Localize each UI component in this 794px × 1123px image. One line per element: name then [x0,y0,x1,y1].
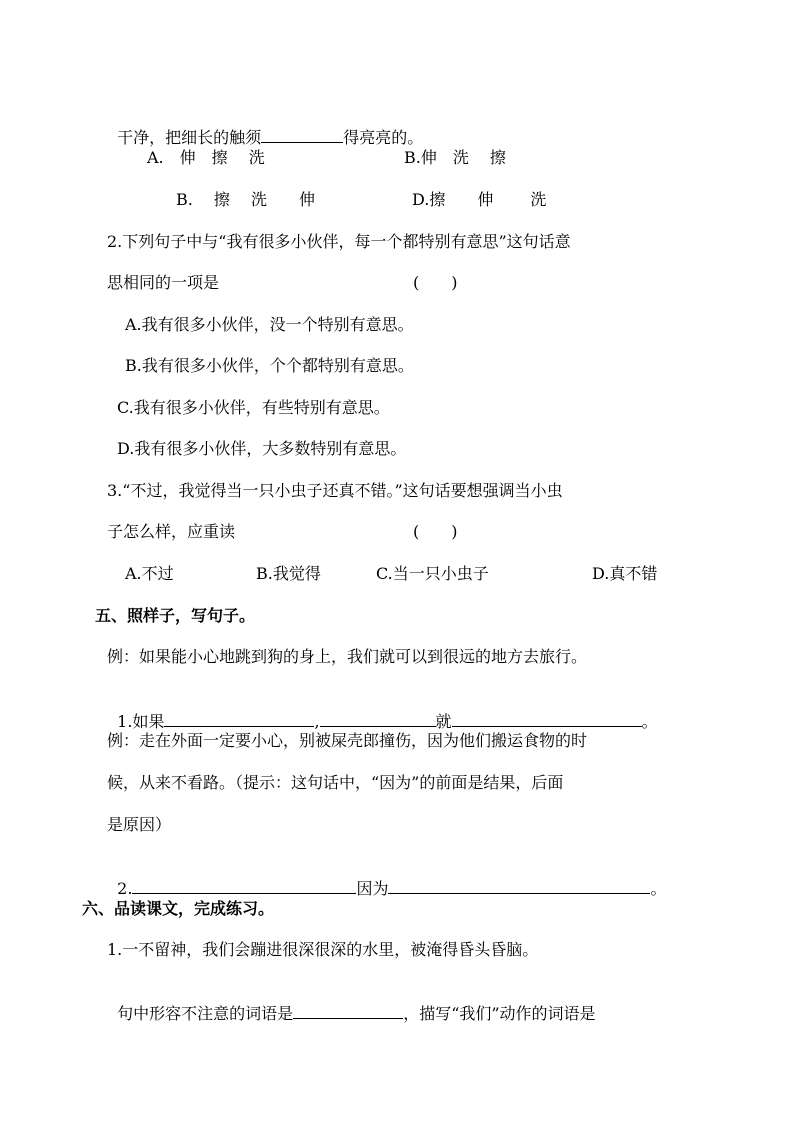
item1-jiu: 就 [435,712,452,731]
item2-blank-1[interactable] [132,877,356,894]
section5-example1: 例：如果能小心地跳到狗的身上，我们就可以到很远的地方去旅行。 [107,647,588,666]
item1-prefix: 1.如果 [117,712,165,731]
item1-blank-2[interactable] [320,710,436,727]
q3-option-b: B.我觉得 [256,564,321,583]
q3-option-a: A.不过 [125,564,174,583]
section6-question [107,982,596,1024]
q1-option-c: B. 擦 洗 伸 [176,190,316,209]
question-post: ，描写“我们”动作的词语是 [403,1004,596,1023]
q3-stem-line1: 3.“不过，我觉得当一只小虫子还真不错。”这句话要想强调当小虫 [107,481,563,500]
q2-answer-paren[interactable]: ( ) [413,273,458,292]
section5-item2 [107,857,666,899]
section5-example2-line2: 候，从来不看路。（提示：这句话中，“因为”的前面是结果，后面 [107,773,564,792]
item1-comma: , [314,712,320,731]
question-pre: 句中形容不注意的词语是 [117,1004,294,1023]
q1-answer-blank[interactable] [261,126,343,143]
q2-option-d: D.我有很多小伙伴，大多数特别有意思。 [117,439,407,458]
item1-blank-3[interactable] [452,710,642,727]
q3-option-d: D.真不错 [592,564,658,583]
item2-prefix: 2. [117,879,133,898]
item1-blank-1[interactable] [164,710,314,727]
q3-option-c: C.当一只小虫子 [376,564,489,583]
item2-end: 。 [650,879,667,898]
q1-option-a: A. 伸 擦 洗 [147,148,265,167]
q1-line-pre: 干净，把细长的触须 [117,128,262,147]
q3-stem-line2: 子怎么样，应重读 [107,522,236,541]
q1-option-b: B.伸 洗 擦 [404,148,506,167]
q1-line-post: 得亮亮的。 [343,128,424,147]
q2-stem-line2: 思相同的一项是 [107,273,220,292]
section6-title: 六、品读课文，完成练习。 [82,899,275,918]
q1-option-d: D.擦 伸 洗 [412,190,547,209]
q3-answer-paren[interactable]: ( ) [413,522,458,541]
section5-example2-line3: 是原因） [107,815,172,834]
question-blank[interactable] [293,1002,403,1019]
item2-blank-2[interactable] [388,877,650,894]
q2-option-b: B.我有很多小伙伴，个个都特别有意思。 [125,356,414,375]
item2-yinwei: 因为 [356,879,389,898]
section6-item1: 1.一不留神，我们会蹦进很深很深的水里，被淹得昏头昏脑。 [107,940,539,959]
q1-line [107,106,423,148]
section5-title: 五、照样子，写句子。 [95,606,256,625]
q2-option-a: A.我有很多小伙伴，没一个特别有意思。 [125,315,414,334]
section5-example2-line1: 例：走在外面一定要小心，别被屎壳郎撞伤，因为他们搬运食物的时 [107,731,588,750]
section5-item1 [107,690,658,732]
q2-stem-line1: 2.下列句子中与“我有很多小伙伴，每一个都特别有意思”这句话意 [107,232,571,251]
q2-option-c: C.我有很多小伙伴，有些特别有意思。 [117,398,390,417]
item1-end: 。 [641,712,658,731]
